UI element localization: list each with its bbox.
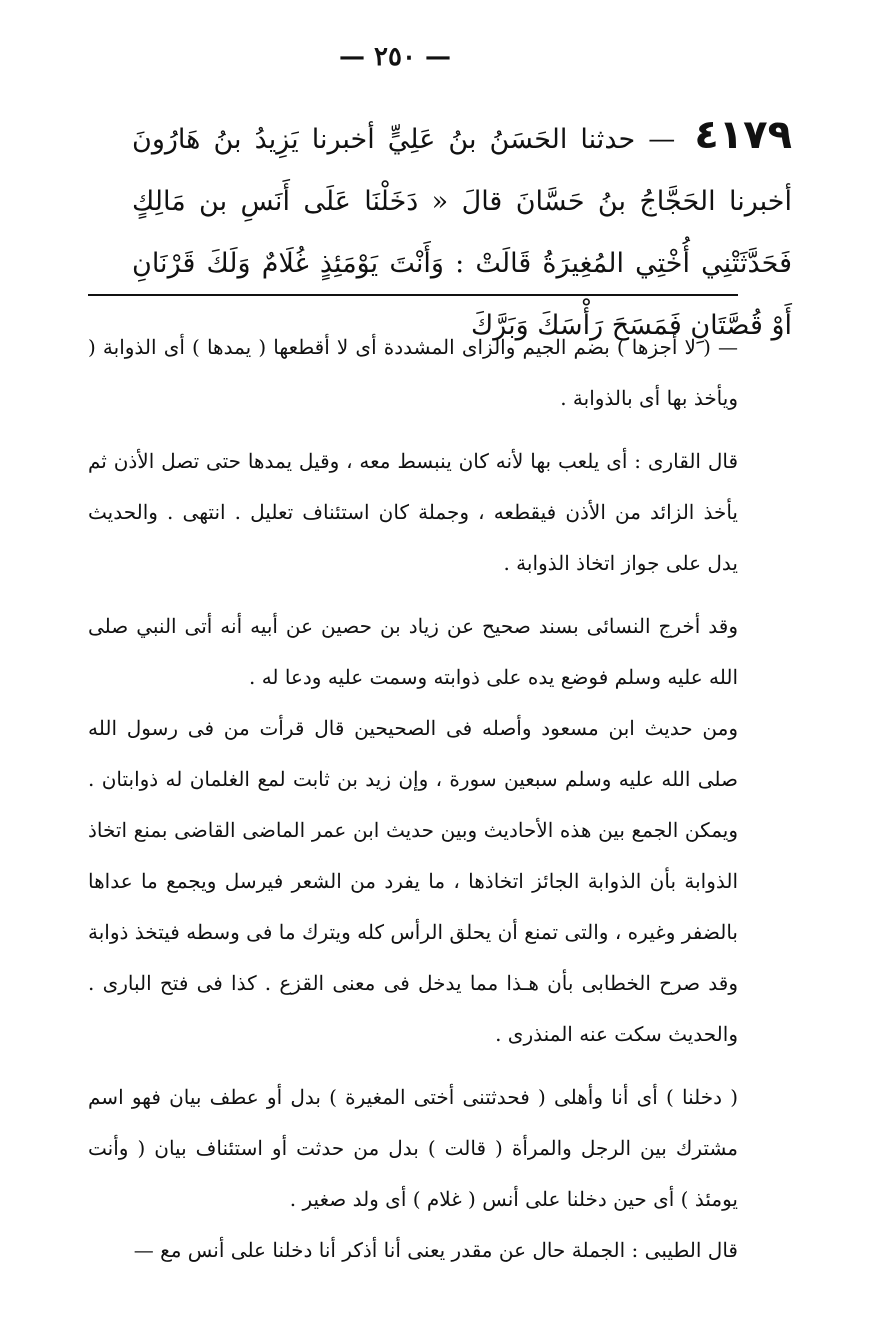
section-divider: [88, 294, 738, 296]
hadith-number: ٤١٧٩: [694, 112, 792, 158]
hadith-text: — حدثنا الحَسَنُ بنُ عَلِيٍّ أخبرنا يَزِيدُ بنُ هَارُونَ أخبرنا الحَجَّاجُ بنُ حَسَّانَ قالَ « دَخَلْنَا عَلَى أَنَسِ بن مَالِكٍ فَحَدَّثَتْنِي أُخْتِي المُغِيرَةُ قَالَتْ : وَأَنْتَ يَوْمَئِذٍ غُلَامٌ وَلَكَ قَرْنَانِ أَوْ قُصَّتَانِ فَمَسَحَ رَأْسَكَ وَبَرَّكَ: [132, 124, 792, 341]
hadith-block: [132, 104, 792, 357]
commentary-paragraph-2: قال القارى : أى يلعب بها لأنه كان ينبسط معه ، وقيل يمدها حتى تصل الأذن ثم يأخذ الزائد من الأذن فيقطعه ، وجملة كان استئناف تعليل . انتهى . والحديث يدل على جواز اتخاذ الذوابة .: [88, 449, 738, 575]
commentary-paragraph-4: ومن حديث ابن مسعود وأصله فى الصحيحين قال قرأت من فى رسول الله صلى الله عليه وسلم سبعين سورة ، وإن زيد بن ثابت لمع الغلمان له ذوابتان . ويمكن الجمع بين هذه الأحاديث وبين حديث ابن عمر الماضى القاضى بمنع اتخاذ الذوابة بأن الذوابة الجائز اتخاذها ، ما يفرد من الشعر فيرسل ويجمع ما عداها بالضفر وغيره ، والتى تمنع أن يحلق الرأس كله ويترك ما فى وسطه فيتخذ ذوابة وقد صرح الخطابى بأن هـذا مما يدخل فى معنى القزع . كذا فى فتح البارى . والحديث سكت عنه المنذرى .: [88, 716, 738, 1046]
commentary-paragraph-6: قال الطيبى : الجملة حال عن مقدر يعنى أنا أذكر أنا دخلنا على أنس مع —: [133, 1238, 738, 1262]
commentary-paragraph-1: — ( لا أجزها ) بضم الجيم والزاى المشددة أى لا أقطعها ( يمدها ) أى الذوابة ( ويأخذ بها أى بالذوابة .: [88, 335, 738, 410]
page-number: — ٢٥٠ —: [338, 42, 452, 72]
commentary-paragraph-3: وقد أخرج النسائى بسند صحيح عن زياد بن حصين عن أبيه أنه أتى النبي صلى الله عليه وسلم فوضع يده على ذوابته وسمت عليه ودعا له .: [88, 614, 738, 689]
commentary-paragraph-5: ( دخلنا ) أى أنا وأهلى ( فحدثتنى أختى المغيرة ) بدل أو عطف بيان فهو اسم مشترك بين الرجل والمرأة ( قالت ) بدل من حدثت أو استئناف بيان ( وأنت يومئذ ) أى حين دخلنا على أنس ( غلام ) أى ولد صغير .: [88, 1085, 738, 1211]
commentary-block: [88, 322, 738, 1288]
